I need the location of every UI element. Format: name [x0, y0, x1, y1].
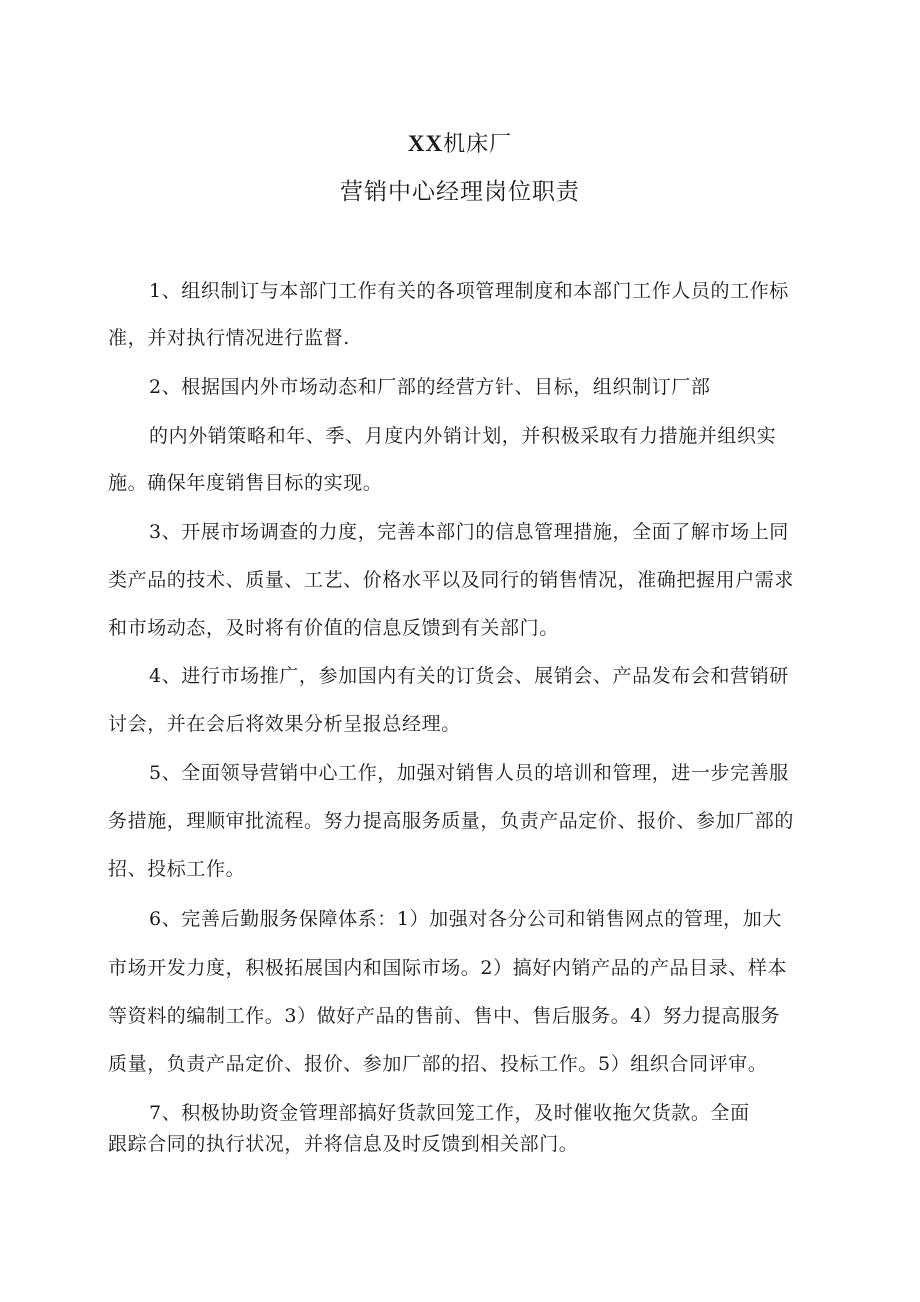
title-main: 机床厂	[443, 132, 513, 157]
paragraph-6-line-4: 质量，负责产品定价、报价、参加厂部的招、投标工作。5）组织合同评审。	[108, 1053, 768, 1075]
paragraph-6-line-2: 市场开发力度，积极拓展国内和国际市场。2）搞好内销产品的产品目录、样本	[108, 957, 788, 979]
title-prefix: XX	[407, 131, 444, 156]
paragraph-2-line-2: 的内外销策略和年、季、月度内外销计划，并积极采取有力措施并组织实	[149, 425, 777, 447]
paragraph-5-line-1: 5、全面领导营销中心工作，加强对销售人员的培训和管理，进一步完善服	[149, 762, 789, 784]
paragraph-5-line-2: 务措施，理顺审批流程。努力提高服务质量，负责产品定价、报价、参加厂部的	[108, 810, 795, 832]
paragraph-4-line-2: 讨会，并在会后将效果分析呈报总经理。	[108, 713, 461, 735]
paragraph-2-line-1: 2、根据国内外市场动态和厂部的经营方针、目标，组织制订厂部	[149, 376, 711, 398]
paragraph-7-line-1: 7、积极协助资金管理部搞好货款回笼工作，及时催收拖欠货款。全面	[149, 1102, 750, 1124]
paragraph-5-line-3: 招、投标工作。	[108, 858, 246, 880]
paragraph-3-line-3: 和市场动态，及时将有价值的信息反馈到有关部门。	[108, 617, 559, 639]
document-subtitle: 营销中心经理岗位职责	[340, 179, 580, 205]
paragraph-7-line-2: 跟踪合同的执行状况，并将信息及时反馈到相关部门。	[108, 1133, 579, 1155]
paragraph-2-line-3: 施。确保年度销售目标的实现。	[108, 472, 383, 494]
paragraph-4-line-1: 4、进行市场推广，参加国内有关的订货会、展销会、产品发布会和营销研	[149, 665, 789, 687]
paragraph-3-line-2: 类产品的技术、质量、工艺、价格水平以及同行的销售情况，准确把握用户需求	[108, 569, 795, 591]
paragraph-6-line-3: 等资料的编制工作。3）做好产品的售前、售中、售后服务。4）努力提高服务	[108, 1005, 781, 1027]
paragraph-6-line-1: 6、完善后勤服务保障体系：1）加强对各分公司和销售网点的管理，加大	[149, 908, 782, 930]
document-title	[0, 128, 920, 161]
paragraph-1-line-2: 准，并对执行情况进行监督.	[108, 327, 350, 349]
paragraph-1-line-1: 1、组织制订与本部门工作有关的各项管理制度和本部门工作人员的工作标	[149, 280, 789, 302]
paragraph-3-line-1: 3、开展市场调查的力度，完善本部门的信息管理措施，全面了解市场上同	[149, 521, 789, 543]
